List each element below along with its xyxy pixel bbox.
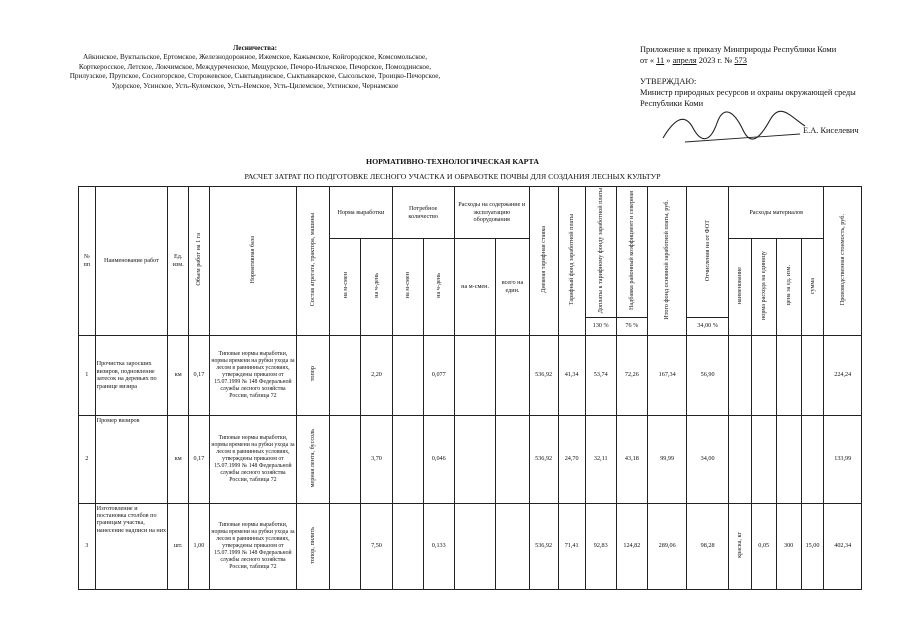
row-per-man-day: 3,70 — [361, 415, 392, 503]
row-mat-price — [776, 415, 801, 503]
col-unit-header: Ед. изм. — [168, 187, 189, 336]
order-year: 2023 г. — [698, 56, 723, 65]
row-cost: 402,34 — [824, 503, 862, 589]
order-month: апреля — [672, 56, 697, 65]
col-equip-total-header: всего на един. — [496, 239, 529, 336]
col-need-shift-label: на м-смен — [403, 272, 411, 299]
forestries-list: Айкинское, Вуктыльское, Ертомское, Железнодорожное, Ижемское, Кажымское, Койгородское, Комсомольское, Корткеросское, Летское, Локчимское, Междуреченское, Мещурское, Печоро-Илычское, Печорское, Помоздинское, Прилузское, Прупское, Сосногорское, Сторожевское, Сыктывдинское, Сыктывкарское, Сысольское, Троицко-Печорское, Удорское, Усинское, Усть-Куломское, Усть-Немское, Усть-Цилемское, Ухтинское, Чернамское — [69, 53, 441, 90]
row-day-rate: 536,92 — [529, 415, 558, 503]
row-mat-price — [776, 335, 801, 415]
row-unit: шт. — [168, 503, 189, 589]
row-basis: Типовые нормы выработки, нормы времени на рубки ухода за лесом в равнинных условиях, утверждены приказом от 15.07.1999 № 148 Федеральной службы лесного хозяйства России, таблица 72 — [209, 335, 296, 415]
col-day-rate-label: Дневная тарифная ставка — [539, 226, 547, 294]
row-volume: 0,17 — [189, 415, 210, 503]
col-mat-norm-label: норма расхода на единицу — [760, 251, 767, 321]
col-mat-name-label: наименование — [736, 266, 744, 305]
col-volume-header — [189, 187, 210, 336]
row-need-shift — [392, 415, 423, 503]
forestries-block — [60, 44, 450, 91]
order-day: 11 — [656, 56, 665, 65]
row-total-wage: 167,34 — [647, 335, 686, 415]
row-mat-norm — [751, 415, 776, 503]
col-norm-output-header: Норма выработки — [330, 187, 392, 239]
col-per-shift-header — [330, 239, 361, 336]
row-mat-name-cell — [728, 335, 751, 415]
row-deductions: 98,28 — [687, 503, 729, 589]
row-eq-total — [496, 335, 529, 415]
row-volume: 1,00 — [189, 503, 210, 589]
row-tariff: 41,34 — [558, 335, 585, 415]
forestries-title: Лесничества: — [233, 44, 277, 52]
col-need-man-day-label: на ч-день — [435, 273, 443, 299]
row-per-shift — [330, 503, 361, 589]
row-basis: Типовые нормы выработки, нормы времени на рубки ухода за лесом в равнинных условиях, утверждены приказом от 15.07.1999 № 148 Федеральной службы лесного хозяйства России, таблица 72 — [209, 415, 296, 503]
row-deductions: 34,00 — [687, 415, 729, 503]
col-need-shift-header — [392, 239, 423, 336]
row-mat-norm: 0,05 — [751, 503, 776, 589]
col-deductions-header — [687, 187, 729, 318]
row-mat-sum: 15,00 — [801, 503, 824, 589]
col-mat-sum-header — [801, 239, 824, 336]
col-cost-label: Производственная стоимость, руб. — [839, 214, 847, 306]
order-reference — [640, 44, 880, 66]
col-basis-label: Нормативная база — [249, 235, 257, 284]
row-mat-name-cell — [728, 415, 751, 503]
row-per-man-day: 2,20 — [361, 335, 392, 415]
table-row — [79, 503, 862, 589]
row-bonus: 53,74 — [585, 335, 616, 415]
row-machine: топор, пилить — [309, 526, 317, 564]
minister-title: Министр природных ресурсов и охраны окружающей среды Республики Коми — [640, 88, 856, 108]
signer-name: Е.А. Киселевич — [803, 126, 859, 135]
row-total-wage: 99,99 — [647, 415, 686, 503]
row-eq-total — [496, 415, 529, 503]
row-per-shift — [330, 415, 361, 503]
col-regional-header — [616, 187, 647, 318]
row-unit: км — [168, 335, 189, 415]
col-mat-norm-header — [751, 239, 776, 336]
order-date-open: от « — [640, 56, 655, 65]
row-volume: 0,17 — [189, 335, 210, 415]
col-mat-sum-label: сумма — [808, 277, 816, 294]
row-mat-sum — [801, 335, 824, 415]
row-machine: топор — [309, 366, 317, 382]
order-date-close: » — [666, 56, 671, 65]
approve-label: УТВЕРЖДАЮ: — [640, 77, 697, 86]
row-regional: 124,82 — [616, 503, 647, 589]
cost-table — [78, 186, 862, 590]
row-num: 2 — [79, 415, 96, 503]
col-num-header: № пп — [79, 187, 96, 336]
row-regional: 43,18 — [616, 415, 647, 503]
row-per-shift — [330, 335, 361, 415]
col-cost-header — [824, 187, 862, 336]
col-machines-header — [297, 187, 330, 336]
row-need-shift — [392, 335, 423, 415]
col-day-rate-header — [529, 187, 558, 336]
col-per-man-day-header — [361, 239, 392, 336]
col-mat-name-header — [728, 239, 751, 336]
row-bonus: 92,83 — [585, 503, 616, 589]
table-row — [79, 415, 862, 503]
calc-title: РАСЧЕТ ЗАТРАТ ПО ПОДГОТОВКЕ ЛЕСНОГО УЧАСТКА И ОБРАБОТКЕ ПОЧВЫ ДЛЯ СОЗДАНИЯ ЛЕСНЫХ КУЛЬТУР — [244, 172, 661, 181]
row-num: 1 — [79, 335, 96, 415]
row-deductions: 56,90 — [687, 335, 729, 415]
col-per-shift-label: на м-смен — [341, 272, 349, 299]
col-total-wage-label: Итого фонд основной заработной платы, руб. — [663, 199, 671, 320]
row-machine: мерная лента, буссоль — [309, 428, 317, 488]
row-cost: 224,24 — [824, 335, 862, 415]
row-name: Промер визиров — [95, 415, 168, 503]
row-tariff: 24,70 — [558, 415, 585, 503]
row-tariff: 71,41 — [558, 503, 585, 589]
card-title: НОРМАТИВНО-ТЕХНОЛОГИЧЕСКАЯ КАРТА — [366, 157, 539, 166]
col-per-man-day-label: на ч-день — [372, 273, 380, 299]
row-eq-shift — [454, 335, 496, 415]
col-bonus-pct: 130 % — [585, 317, 616, 335]
row-name: Прочистка заросших визиров, подновление затесок на деревьях по границе визира — [95, 335, 168, 415]
col-mat-price-label: цена за ед. изм. — [784, 265, 792, 306]
col-need-man-day-header — [423, 239, 454, 336]
table-row — [79, 335, 862, 415]
row-mat-sum — [801, 415, 824, 503]
col-basis-header — [209, 187, 296, 336]
col-machines-label: Состав агрегата, трактора, машины — [309, 212, 317, 307]
order-line-1: Приложение к приказу Минприроды Республики Коми — [640, 45, 837, 54]
row-cost: 133,99 — [824, 415, 862, 503]
row-machine-cell — [297, 335, 330, 415]
row-basis: Типовые нормы выработки, нормы времени на рубки ухода за лесом в равнинных условиях, утверждены приказом от 15.07.1999 № 148 Федеральной службы лесного хозяйства России, таблица 72 — [209, 503, 296, 589]
row-eq-shift — [454, 503, 496, 589]
col-deductions-label: Отчисления на от ФОТ — [703, 219, 711, 282]
row-total-wage: 289,06 — [647, 503, 686, 589]
row-mat-price: 300 — [776, 503, 801, 589]
col-regional-pct: 76 % — [616, 317, 647, 335]
row-num: 3 — [79, 503, 96, 589]
row-machine-cell — [297, 503, 330, 589]
order-line-2 — [640, 55, 880, 66]
col-total-wage-header — [647, 187, 686, 336]
col-tariff-header — [558, 187, 585, 336]
order-number-label: № — [724, 56, 733, 65]
row-machine-cell — [297, 415, 330, 503]
col-equip-header: Расходы на содержание и эксплуатацию оборудования — [454, 187, 529, 239]
approval-block — [640, 76, 880, 109]
col-mat-price-header — [776, 239, 801, 336]
col-need-header: Потребное количество — [392, 187, 454, 239]
order-number: 573 — [734, 56, 747, 65]
col-tariff-label: Тарифный фонд заработной платы — [567, 214, 575, 306]
row-need-shift — [392, 503, 423, 589]
row-per-man-day: 7,50 — [361, 503, 392, 589]
row-mat-name-cell — [728, 503, 751, 589]
row-need-man-day: 0,077 — [423, 335, 454, 415]
col-regional-label: Надбавка районный коэффициент и северная — [628, 191, 636, 311]
col-deductions-pct: 34,00 % — [687, 317, 729, 335]
row-need-man-day: 0,046 — [423, 415, 454, 503]
row-mat-name: краска, кг — [736, 532, 744, 558]
col-name-header: Наименование работ — [95, 187, 168, 336]
row-bonus: 32,11 — [585, 415, 616, 503]
col-bonus-header — [585, 187, 616, 318]
row-regional: 72,26 — [616, 335, 647, 415]
col-volume-label: Объем работ на 1 га — [195, 233, 203, 286]
row-unit: км — [168, 415, 189, 503]
col-materials-header: Расходы материалов — [728, 187, 824, 239]
row-eq-shift — [454, 415, 496, 503]
row-mat-norm — [751, 335, 776, 415]
col-equip-shift-header: на м-смен. — [454, 239, 496, 336]
row-eq-total — [496, 503, 529, 589]
col-bonus-label: Доплаты к тарифному фонду заработной платы — [597, 188, 604, 314]
row-name: Изготовление и постановка столбов по границам участка, нанесение надписи на них — [95, 503, 168, 589]
row-day-rate: 536,92 — [529, 503, 558, 589]
row-day-rate: 536,92 — [529, 335, 558, 415]
row-need-man-day: 0,133 — [423, 503, 454, 589]
